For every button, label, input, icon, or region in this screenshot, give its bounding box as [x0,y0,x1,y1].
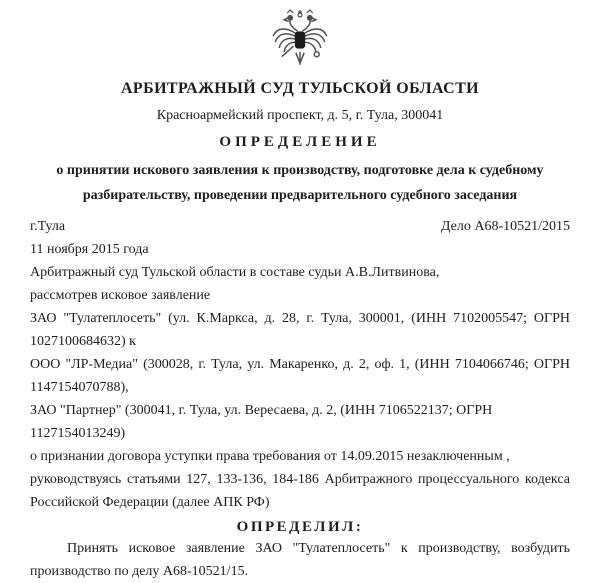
court-name: АРБИТРАЖНЫЙ СУД ТУЛЬСКОЙ ОБЛАСТИ [30,79,570,99]
court-address: Красноармейский проспект, д. 5, г. Тула, 300041 [30,107,570,125]
body-line-apk: Российской Федерации (далее АПК РФ) [30,491,570,514]
body-line-defendant1-1: ООО "ЛР-Медиа" (300028, г. Тула, ул. Макаренко, д. 2, оф. 1, (ИНН 7104066746; ОГРН [30,353,570,376]
body-line-plaintiff-1: ЗАО "Тулатеплосеть" (ул. К.Маркса, д. 28, г. Тула, 300001, (ИНН 7102005547; ОГРН [30,307,570,330]
resolution-line-1: Принять исковое заявление ЗАО "Тулатеплосеть" к производству, возбудить [30,538,570,561]
body-line-defendant2: ЗАО "Партнер" (300041, г. Тула, ул. Вересаева, д. 2, (ИНН 7106522137; ОГРН 1127154013249) [30,399,570,445]
body-line-defendant1-2: 1147154070788), [30,376,570,399]
body-line-considered: рассмотрев исковое заявление [30,284,570,307]
document-type-title: ОПРЕДЕЛЕНИЕ [30,133,570,152]
meta-row [30,215,570,238]
body-line-plaintiff-2: 1027100684632) к [30,330,570,353]
document-subtitle [30,158,570,208]
body-line-judge: Арбитражный суд Тульской области в составе судьи А.В.Литвинова, [30,261,570,284]
resolution-line-2: производство по делу А68-10521/15. [30,561,570,583]
city-label: г.Тула [30,215,65,238]
body-line-articles: руководствуясь статьями 127, 133-136, 184-186 Арбитражного процессуального кодекса [30,468,570,491]
resolution-heading: ОПРЕДЕЛИЛ: [30,517,570,538]
case-number: Дело А68-10521/2015 [441,215,570,238]
subtitle-line-2: разбирательству, проведении предварительного судебного заседания [30,183,570,208]
document-date: 11 ноября 2015 года [30,238,570,261]
body-line-claim: о признании договора уступки права требования от 14.09.2015 незаключенным , [30,445,570,468]
russian-coat-of-arms-icon [30,8,570,72]
subtitle-line-1: о принятии искового заявления к производству, подготовке дела к судебному [30,158,570,183]
